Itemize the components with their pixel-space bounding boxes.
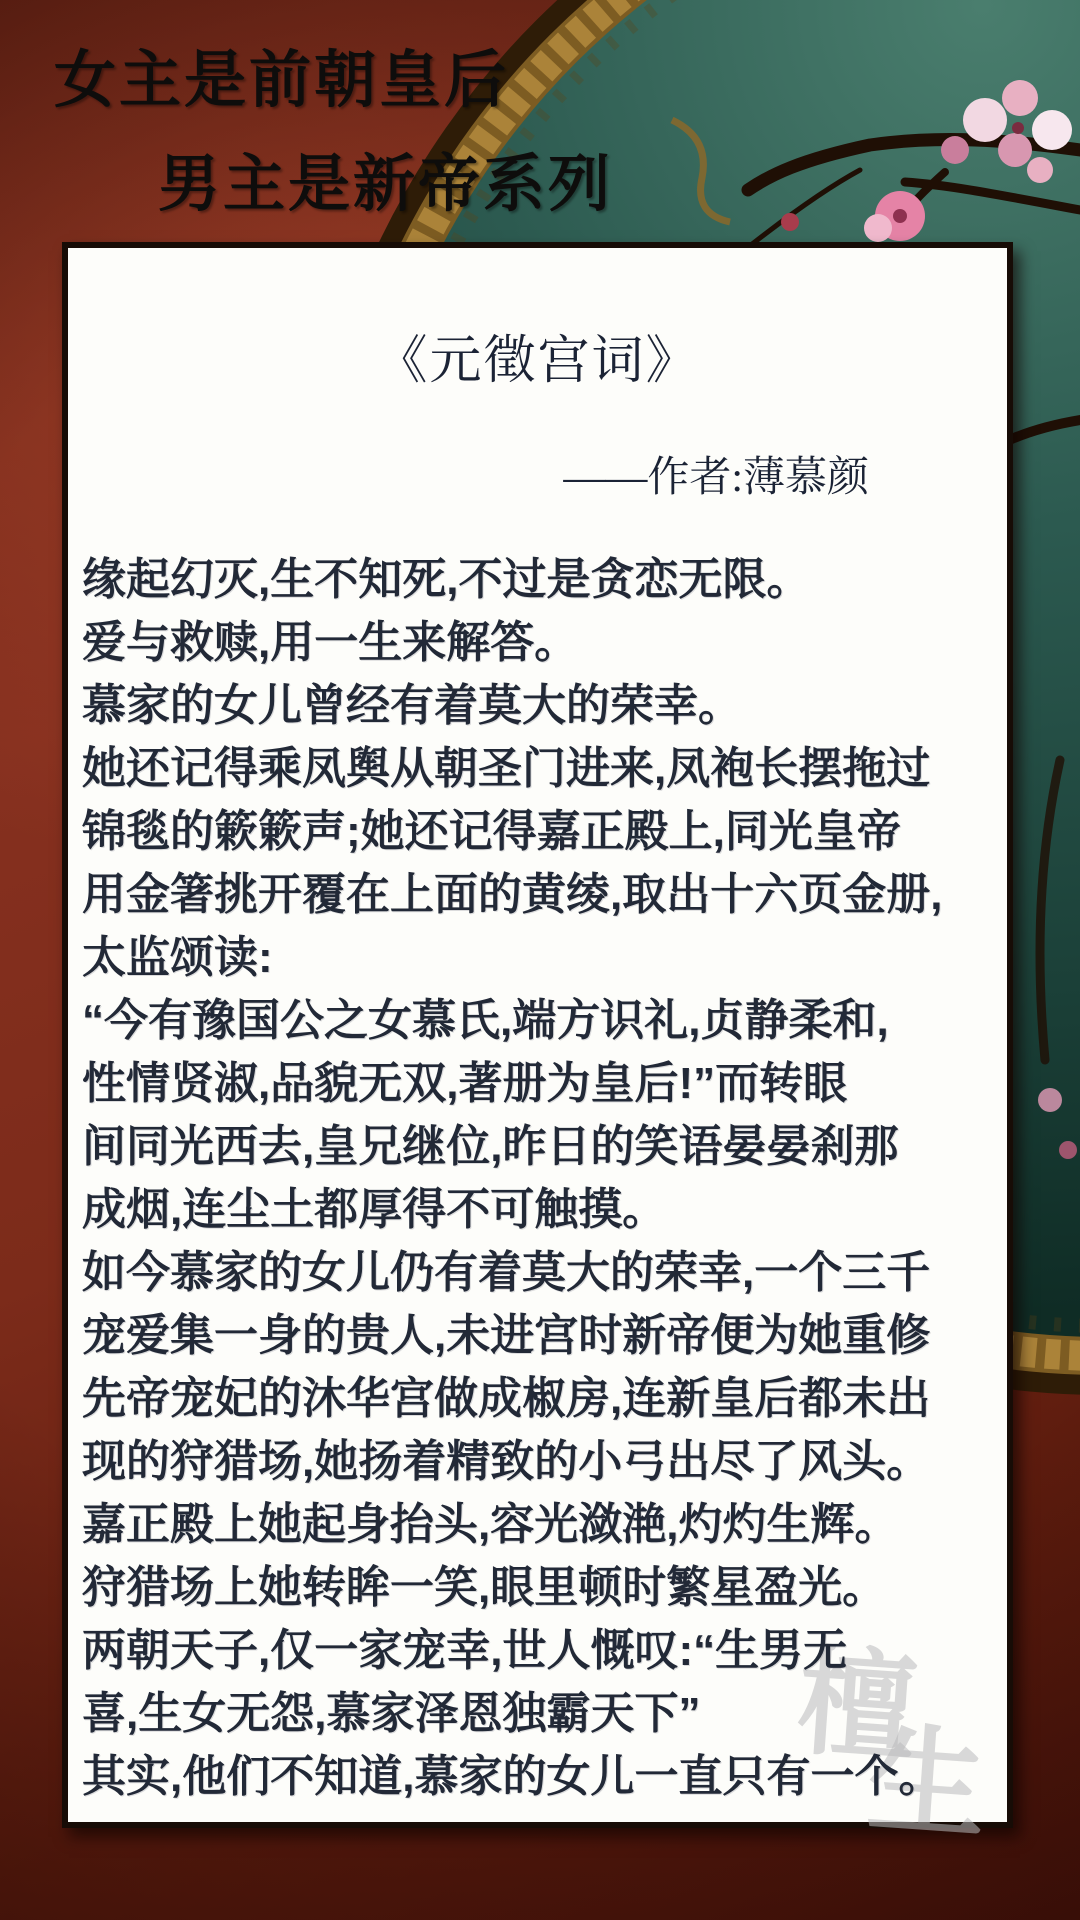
body-text-line: 爱与救赎,用一生来解答。 bbox=[82, 618, 579, 667]
body-text-line: 间同光西去,皇兄继位,昨日的笑语晏晏刹那 bbox=[82, 1122, 899, 1171]
synopsis-text bbox=[82, 548, 1003, 1808]
body-text-line: 锦毯的簌簌声;她还记得嘉正殿上,同光皇帝 bbox=[82, 807, 901, 856]
header-line-1: 女主是前朝皇后 bbox=[54, 46, 510, 115]
body-text-line: 狩猎场上她转眸一笑,眼里顿时繁星盈光。 bbox=[82, 1563, 887, 1612]
body-text-line: 现的狩猎场,她扬着精致的小弓出尽了风头。 bbox=[82, 1437, 931, 1486]
body-text-line: 性情贤淑,品貌无双,著册为皇后!”而转眼 bbox=[82, 1059, 848, 1108]
body-text-line: 喜,生女无怨,慕家泽恩独霸天下” bbox=[82, 1689, 701, 1738]
body-text-line: 先帝宠妃的沐华宫做成椒房,连新皇后都未出 bbox=[82, 1374, 931, 1423]
body-text-line: 其实,他们不知道,慕家的女儿一直只有一个。 bbox=[82, 1752, 943, 1801]
body-text-line: 两朝天子,仅一家宠幸,世人慨叹:“生男无 bbox=[82, 1626, 848, 1675]
body-text-line: 缘起幻灭,生不知死,不过是贪恋无限。 bbox=[82, 555, 811, 604]
watermark-char-1: 檀 bbox=[793, 1637, 921, 1776]
synopsis-card bbox=[62, 242, 1013, 1854]
body-text-line: “今有豫国公之女慕氏,端方识礼,贞静柔和, bbox=[82, 996, 889, 1045]
header-line-2: 男主是新帝系列 bbox=[158, 150, 614, 219]
body-text-line: 嘉正殿上她起身抬头,容光潋滟,灼灼生辉。 bbox=[82, 1500, 899, 1549]
book-title: 《元徵宫词》 bbox=[375, 333, 700, 390]
body-text-line: 宠爱集一身的贵人,未进宫时新帝便为她重修 bbox=[82, 1311, 931, 1360]
body-text-line: 如今慕家的女儿仍有着莫大的荣幸,一个三千 bbox=[82, 1248, 931, 1297]
book-author: ——作者:薄慕颜 bbox=[563, 455, 869, 501]
body-text-line: 她还记得乘凤舆从朝圣门进来,凤袍长摆拖过 bbox=[82, 744, 931, 793]
body-text-line: 成烟,连尘土都厚得不可触摸。 bbox=[82, 1185, 667, 1234]
watermark-char-2: 生 bbox=[863, 1715, 991, 1854]
body-text-line: 慕家的女儿曾经有着莫大的荣幸。 bbox=[82, 681, 742, 730]
body-text-line: 用金箸挑开覆在上面的黄绫,取出十六页金册, bbox=[82, 870, 943, 919]
body-text-line: 太监颂读: bbox=[82, 933, 273, 982]
